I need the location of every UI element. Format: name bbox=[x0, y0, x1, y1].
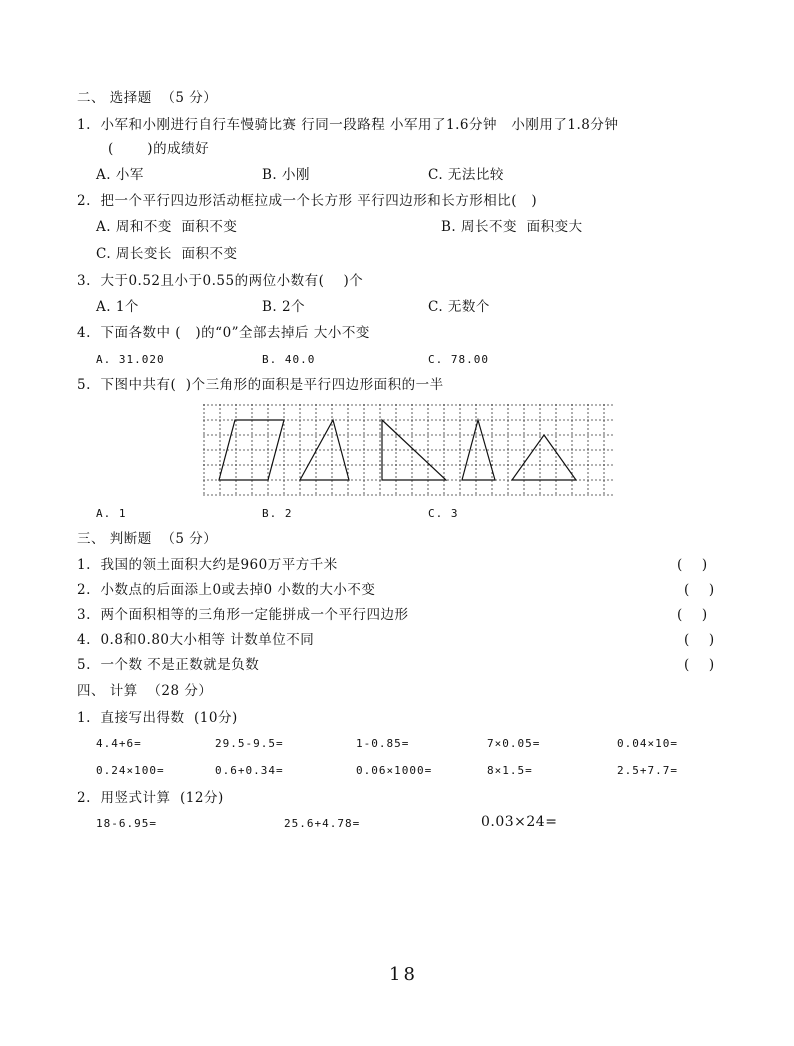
vertical-calc-1: 18-6.95= bbox=[96, 817, 157, 830]
calc-r1-5: 0.04×10= bbox=[617, 737, 678, 750]
q1-option-b: B. 小刚 bbox=[262, 167, 311, 183]
q4-option-a: A. 31.020 bbox=[96, 353, 165, 366]
q5-option-c: C. 3 bbox=[428, 507, 459, 520]
section-3-title: 三、 判断题 （5 分） bbox=[77, 531, 218, 547]
triangle-shape-3 bbox=[462, 420, 495, 480]
judge-item-4: 4. 0.8和0.80大小相等 计数单位不同 bbox=[77, 632, 315, 648]
section-4-title: 四、 计算 （28 分） bbox=[77, 683, 213, 699]
q2-stem: 2. 把一个平行四边形活动框拉成一个长方形 平行四边形和长方形相比( ) bbox=[77, 193, 538, 209]
q3-option-c: C. 无数个 bbox=[428, 299, 490, 315]
q5-option-a: A. 1 bbox=[96, 507, 127, 520]
judge-paren-2: ( ) bbox=[684, 582, 715, 598]
q4-option-b: B. 40.0 bbox=[262, 353, 316, 366]
judge-item-2: 2. 小数点的后面添上0或去掉0 小数的大小不变 bbox=[77, 582, 376, 598]
q2-option-b: B. 周长不变 面积变大 bbox=[441, 219, 583, 235]
judge-paren-3: ( ) bbox=[677, 607, 708, 623]
calc-r1-3: 1-0.85= bbox=[356, 737, 410, 750]
page-number: 18 bbox=[389, 964, 418, 985]
judge-paren-1: ( ) bbox=[677, 557, 708, 573]
calc-r2-3: 0.06×1000= bbox=[356, 764, 433, 777]
judge-item-1: 1. 我国的领土面积大约是960万平方千米 bbox=[77, 557, 338, 573]
judge-paren-4: ( ) bbox=[684, 632, 715, 648]
q1-option-a: A. 小军 bbox=[96, 167, 144, 183]
judge-item-5: 5. 一个数 不是正数就是负数 bbox=[77, 657, 260, 673]
q1-option-c: C. 无法比较 bbox=[428, 167, 504, 183]
section-2-title: 二、 选择题 （5 分） bbox=[77, 90, 218, 106]
calc-r2-1: 0.24×100= bbox=[96, 764, 165, 777]
q2-option-a: A. 周和不变 面积不变 bbox=[96, 219, 238, 235]
q3-option-b: B. 2个 bbox=[262, 299, 306, 315]
judge-item-3: 3. 两个面积相等的三角形一定能拼成一个平行四边形 bbox=[77, 607, 409, 623]
q2-option-c: C. 周长变长 面积不变 bbox=[96, 246, 238, 262]
calc-r2-2: 0.6+0.34= bbox=[215, 764, 284, 777]
q3-option-a: A. 1个 bbox=[96, 299, 139, 315]
vertical-calc-3: 0.03×24= bbox=[481, 814, 558, 830]
calc-r2-4: 8×1.5= bbox=[487, 764, 533, 777]
q4-option-c: C. 78.00 bbox=[428, 353, 489, 366]
calc-r2-5: 2.5+7.7= bbox=[617, 764, 678, 777]
shapes-grid-figure bbox=[203, 404, 613, 496]
calc-r1-4: 7×0.05= bbox=[487, 737, 541, 750]
triangle-shape-4 bbox=[512, 435, 576, 480]
q1-blank: ( )的成绩好 bbox=[108, 141, 210, 157]
calc-r1-1: 4.4+6= bbox=[96, 737, 142, 750]
vertical-calc-2: 25.6+4.78= bbox=[284, 817, 361, 830]
q5-stem: 5. 下图中共有( )个三角形的面积是平行四边形面积的一半 bbox=[77, 377, 444, 393]
judge-paren-5: ( ) bbox=[684, 657, 715, 673]
q3-stem: 3. 大于0.52且小于0.55的两位小数有( )个 bbox=[77, 273, 364, 289]
calc-q1-title: 1. 直接写出得数 (10分) bbox=[77, 710, 238, 726]
q1-stem: 1. 小军和小刚进行自行车慢骑比赛 行同一段路程 小军用了1.6分钟 小刚用了1.8分钟 bbox=[77, 117, 619, 133]
calc-q2-title: 2. 用竖式计算 (12分) bbox=[77, 790, 224, 806]
dotted-grid bbox=[203, 404, 613, 496]
q5-option-b: B. 2 bbox=[262, 507, 293, 520]
q4-stem: 4. 下面各数中 ( )的“0”全部去掉后 大小不变 bbox=[77, 325, 370, 341]
calc-r1-2: 29.5-9.5= bbox=[215, 737, 284, 750]
